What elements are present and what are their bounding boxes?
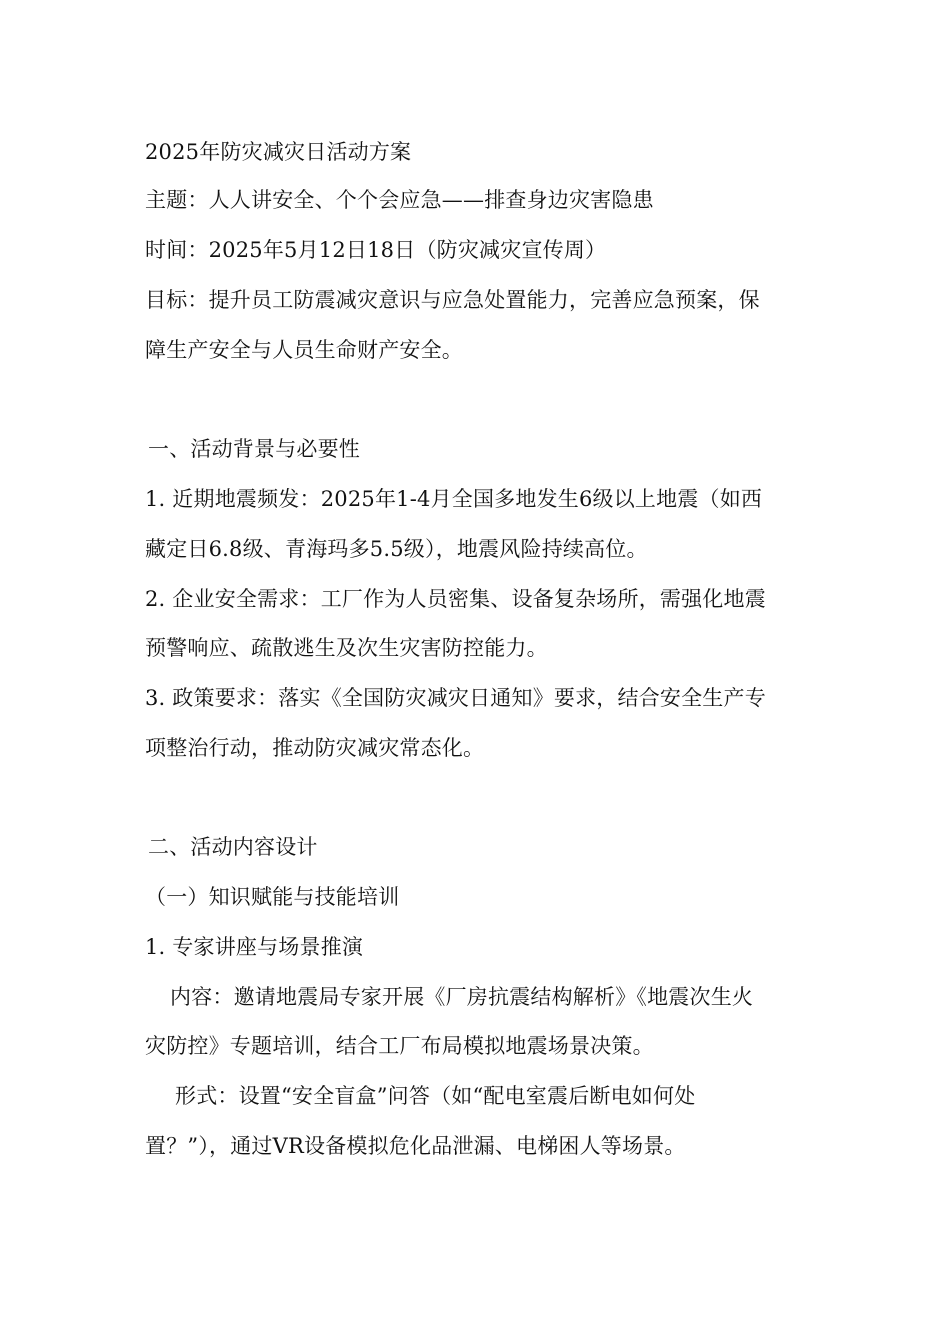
goal-line-2: 障生产安全与人员生命财产安全。 [145, 338, 463, 362]
section2-sub1: （一）知识赋能与技能培训 [145, 885, 400, 909]
content-line-1: 内容：邀请地震局专家开展《厂房抗震结构解析》《地震次生火 [170, 985, 754, 1009]
section1-item1-line1: 1. 近期地震频发：2025年1-4月全国多地发生6级以上地震（如西 [145, 487, 763, 511]
form-line-1: 形式：设置“安全盲盒”问答（如“配电室震后断电如何处 [175, 1084, 696, 1108]
goal-line-1: 目标：提升员工防震减灾意识与应急处置能力，完善应急预案，保 [145, 288, 760, 312]
content-line-2: 灾防控》专题培训，结合工厂布局模拟地震场景决策。 [145, 1034, 654, 1058]
time-line: 时间：2025年5月12日18日（防灾减灾宣传周） [145, 238, 607, 262]
section1-item2-line2: 预警响应、疏散逃生及次生灾害防控能力。 [145, 636, 548, 660]
section2-item1: 1. 专家讲座与场景推演 [145, 935, 364, 959]
document-title: 2025年防灾减灾日活动方案 [145, 140, 412, 164]
section1-item2-line1: 2. 企业安全需求：工厂作为人员密集、设备复杂场所，需强化地震 [145, 587, 766, 611]
section1-item3-line1: 3. 政策要求：落实《全国防灾减灾日通知》要求，结合安全生产专 [145, 686, 766, 710]
section1-item1-line2: 藏定日6.8级、青海玛多5.5级），地震风险持续高位。 [145, 537, 648, 561]
section2-heading: 二、活动内容设计 [148, 835, 318, 859]
theme-line: 主题：人人讲安全、个个会应急——排查身边灾害隐患 [145, 188, 654, 212]
section1-heading: 一、活动背景与必要性 [148, 437, 360, 461]
section1-item3-line2: 项整治行动，推动防灾减灾常态化。 [145, 736, 485, 760]
form-line-2: 置？”），通过VR设备模拟危化品泄漏、电梯困人等场景。 [145, 1134, 686, 1158]
